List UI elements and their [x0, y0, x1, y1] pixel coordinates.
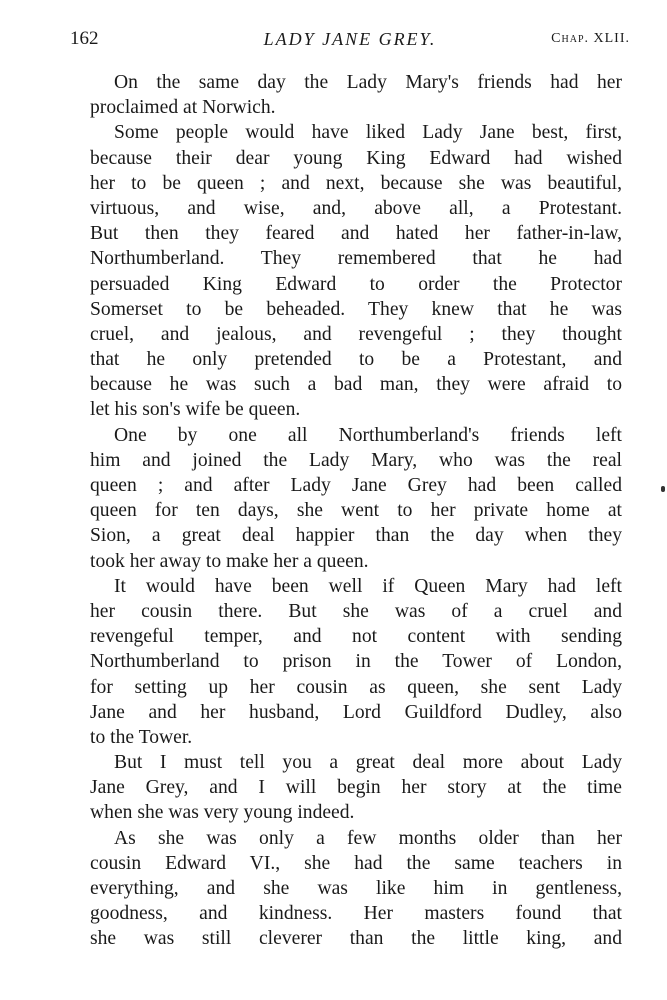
paragraph [90, 423, 622, 574]
page-edge-mark [661, 486, 665, 492]
text-line: But then they feared and hated her father-in-law, [90, 223, 622, 245]
paragraph [90, 574, 622, 750]
running-title: LADY JANE GREY. [263, 29, 437, 49]
text-line: everything, and she was like him in gentleness, [90, 878, 622, 899]
paragraph [90, 826, 622, 952]
text-line: Somerset to be beheaded. They knew that he was [90, 298, 622, 320]
paragraph [90, 750, 622, 826]
text-line: proclaimed at Norwich. [90, 97, 276, 119]
text-line: persuaded King Edward to order the Protector [90, 273, 622, 295]
text-line: On the same day the Lady Mary's friends had her [114, 72, 622, 93]
text-line: Sion, a great deal happier than the day when they [90, 525, 622, 547]
text-line: Some people would have liked Lady Jane best, first, [114, 122, 622, 144]
text-line: she was still cleverer than the little king, and [90, 928, 622, 950]
text-line: Jane Grey, and I will begin her story at the time [90, 777, 622, 799]
text-line: As she was only a few months older than her [114, 827, 622, 849]
text-line: because their dear young King Edward had wished [90, 147, 622, 169]
text-line: queen ; and after Lady Jane Grey had been called [90, 475, 622, 496]
running-head [70, 28, 630, 54]
text-line: It would have been well if Queen Mary had left [114, 575, 622, 597]
text-line: took her away to make her a queen. [90, 550, 369, 572]
text-line: virtuous, and wise, and, above all, a Protestant. [90, 197, 622, 219]
text-line: revengeful temper, and not content with sending [90, 626, 622, 648]
paragraph [90, 120, 622, 422]
text-line: to the Tower. [90, 726, 193, 748]
body-text [90, 70, 622, 952]
text-line: Jane and her husband, Lord Guildford Dudley, also [90, 701, 622, 723]
text-line: her to be queen ; and next, because she was beautiful, [90, 172, 622, 194]
text-line: let his son's wife be queen. [90, 399, 301, 421]
text-line: her cousin there. But she was of a cruel and [90, 600, 622, 622]
text-line: cousin Edward VI., she had the same teachers in [90, 852, 622, 874]
text-line: him and joined the Lady Mary, who was the real [90, 449, 622, 471]
text-line: goodness, and kindness. Her masters found that [90, 903, 622, 925]
page-number: 162 [70, 28, 99, 49]
text-line: Northumberland to prison in the Tower of London, [90, 651, 622, 673]
text-line: queen for ten days, she went to her private home at [90, 500, 622, 522]
chapter-reference: Chap. XLII. [551, 31, 630, 46]
text-line: Northumberland. They remembered that he had [90, 248, 622, 270]
paragraph [90, 70, 622, 120]
text-line: cruel, and jealous, and revengeful ; they thought [90, 323, 622, 345]
text-line: that he only pretended to be a Protestant, and [90, 349, 622, 371]
text-line: for setting up her cousin as queen, she sent Lady [90, 676, 622, 698]
text-line: when she was very young indeed. [90, 802, 355, 824]
text-line: One by one all Northumberland's friends left [114, 424, 622, 446]
text-line: because he was such a bad man, they were afraid to [90, 374, 622, 396]
text-line: But I must tell you a great deal more about Lady [114, 752, 622, 774]
